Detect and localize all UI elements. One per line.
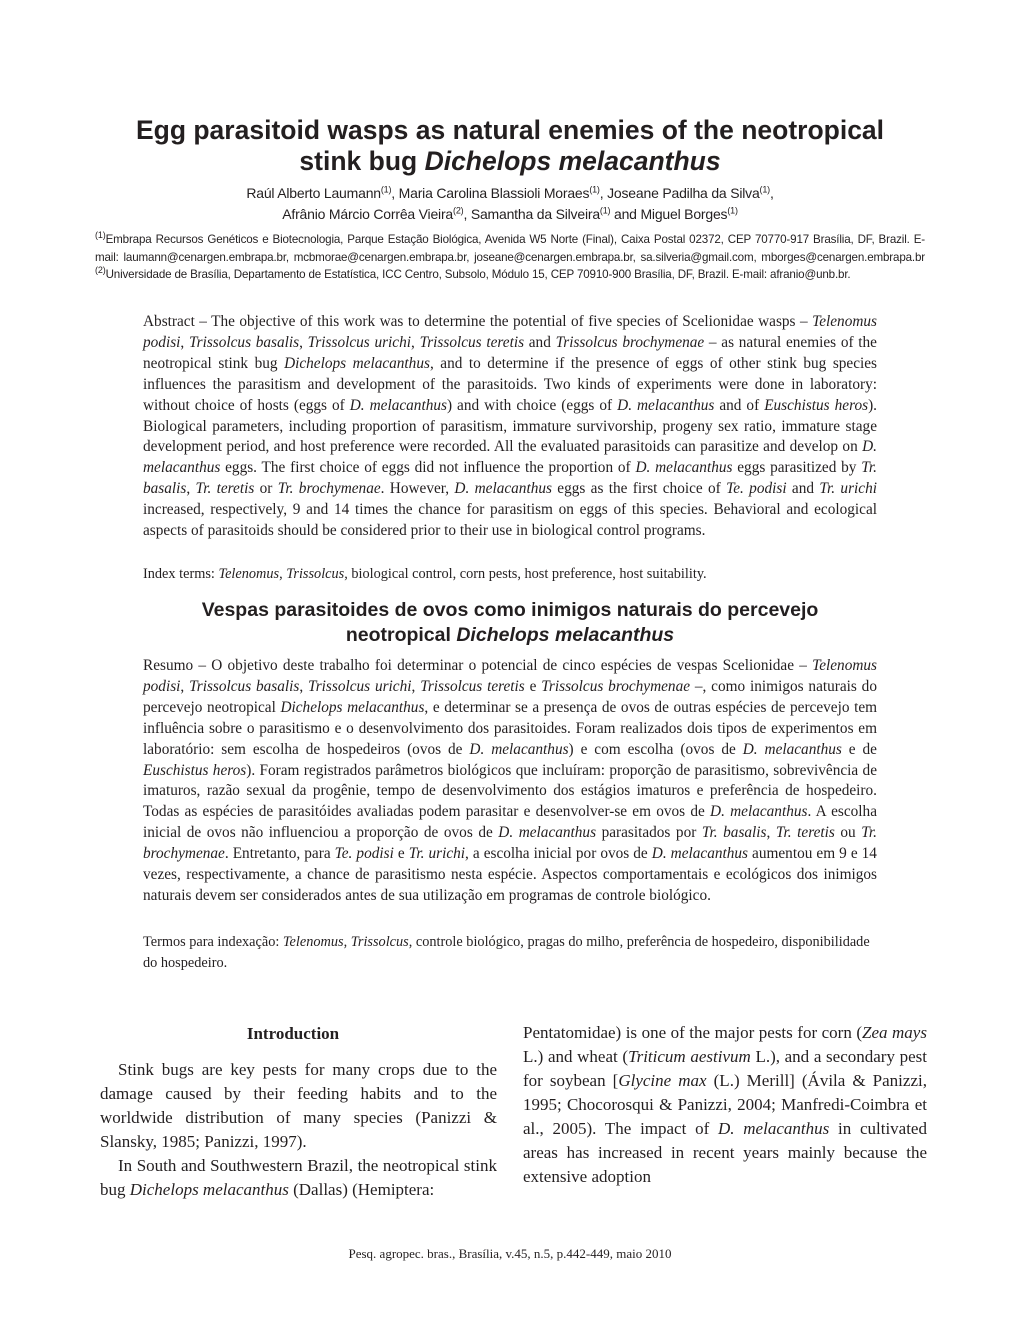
title-line-1: Egg parasitoid wasps as natural enemies of the neotropical bbox=[135, 115, 885, 145]
text-segment: (L.) Merill] (Ávila & Panizzi, 1995; Chocorosqui & Panizzi, 2004; Manfredi-Coimbra et al., 2005). The impact of bbox=[523, 1071, 927, 1138]
italic-term: D. melacanthus bbox=[454, 480, 552, 498]
text-segment: e bbox=[393, 845, 409, 863]
affil-sup: (1) bbox=[95, 230, 106, 241]
author-affil-ref: (1) bbox=[380, 184, 392, 195]
italic-term: Tr. urichi bbox=[408, 845, 466, 863]
pt-title-line-2 bbox=[100, 623, 920, 648]
text-segment: , bbox=[411, 677, 421, 695]
text-segment: (Dallas) (Hemiptera: bbox=[288, 1180, 435, 1199]
italic-term: Dichelops melacanthus bbox=[280, 698, 425, 716]
italic-term: Trissolcus bbox=[286, 566, 345, 582]
text-segment: e bbox=[524, 677, 542, 695]
italic-term: Trissolcus bbox=[350, 934, 409, 950]
text-segment: L.) and wheat ( bbox=[523, 1047, 629, 1066]
text-segment: , bbox=[180, 677, 190, 695]
text-segment: and bbox=[786, 480, 820, 498]
author-affil-ref: (2) bbox=[453, 205, 464, 216]
text-segment: , bbox=[186, 480, 196, 498]
author-separator: , bbox=[599, 185, 608, 201]
italic-term: D. melacanthus bbox=[143, 438, 877, 477]
affiliation-1: Embrapa Recursos Genéticos e Biotecnologia, Parque Estação Biológica, Avenida W5 Norte (Final), Caixa Postal 02372, CEP 70770-917 Brasília, DF, Brazil. E-mail: laumann@cenargen.embrapa.br, mcbmorae@cenargen.embrapa.br, joseane@cenargen.embrapa.br, sa.silveria@gmail.com, mborges@cenargen.embrapa.br bbox=[95, 233, 925, 264]
text-segment: In South and Southwestern Brazil, the neotropical stink bug bbox=[100, 1156, 497, 1199]
text-segment: ). Foram registrados parâmetros biológicos que incluíram: proporção de parasitismo, sobrevivência de imaturos, razão sexual da progênie, tempo de desenvolvimento dos estágios imaturos e preferência de hospedeiro. Todas as espécies de parasitóides avaliadas podem parasitar e desenvolver-se em ovos de bbox=[143, 761, 877, 821]
italic-term: Glycine max bbox=[618, 1071, 707, 1090]
paragraph bbox=[100, 1058, 497, 1154]
index-terms bbox=[143, 564, 877, 585]
text-segment: e de bbox=[841, 740, 877, 758]
italic-term: D. melacanthus bbox=[498, 824, 597, 842]
italic-term: D. melacanthus bbox=[349, 396, 447, 414]
italic-term: D. melacanthus bbox=[635, 459, 733, 477]
author-name: Maria Carolina Blassioli Moraes bbox=[398, 185, 590, 201]
text-segment: . Entretanto, para bbox=[224, 845, 335, 863]
text-segment: ). Biological parameters, including proportion of parasitism, immature survivorship, progeny sex ratio, immature stage development period, and host preference were recorded. All the evaluated parasitoids can parasitize and develop on bbox=[143, 396, 877, 456]
italic-term: D. melacanthus bbox=[469, 740, 569, 758]
text-segment: . However, bbox=[380, 480, 455, 498]
author-affil-ref: (1) bbox=[599, 205, 611, 216]
text-segment: Abstract – The objective of this work was to determine the potential of five species of Scelionidae wasps – bbox=[143, 313, 813, 330]
author-name: Raúl Alberto Laumann bbox=[246, 185, 381, 201]
italic-term: Telenomus bbox=[218, 566, 280, 582]
author-affil-ref: (1) bbox=[759, 184, 770, 195]
text-segment: aumentou em 9 e 14 vezes, respectivamente, a chance de parasitismo nesta espécie. Aspectos comportamentais e ecológicos dos inimigos naturais devem ser considerados antes de sua utilização em programas de controle biológico. bbox=[143, 845, 877, 904]
author-name: Joseane Padilha da Silva bbox=[607, 185, 760, 201]
text-segment: , and to determine if the presence of eggs of other stink bug species influences the parasitism and development of the parasitoids. Two kinds of experiments were done in laboratory: without choice of hosts (eggs of bbox=[143, 354, 877, 414]
italic-term: Tr. brochymenae bbox=[143, 824, 877, 863]
italic-term: Telenomus podisi bbox=[143, 657, 877, 695]
author-separator: , bbox=[769, 185, 774, 201]
author-separator: , bbox=[391, 185, 399, 201]
text-segment: Termos para indexação: bbox=[143, 934, 283, 950]
italic-term: Trissolcus brochymenae bbox=[541, 677, 691, 695]
italic-term: Dichelops melacanthus bbox=[284, 354, 430, 372]
text-segment: eggs parasitized by bbox=[732, 459, 862, 477]
italic-term: Dichelops melacanthus bbox=[129, 1180, 289, 1199]
italic-term: D. melacanthus bbox=[718, 1119, 830, 1138]
text-segment: – as natural enemies of the neotropical stink bug bbox=[143, 333, 877, 372]
italic-term: Tr. basalis bbox=[143, 459, 877, 498]
text-segment: increased, respectively, 9 and 14 times the chance for parasitism on eggs of this species. Behavioral and ecological aspects of parasitoids should be considered prior to their use in biological control programs. bbox=[143, 501, 877, 540]
text-segment: Index terms: bbox=[143, 566, 219, 582]
text-segment: , e determinar se a presença de ovos de outras espécies de percevejo tem influência sobre o parasitismo e o desenvolvimento dos parasitoides. Foram realizados dois tipos de experimentos em laboratório: sem escolha de hospedeiros (ovos de bbox=[143, 698, 878, 758]
italic-term: Zea mays bbox=[862, 1023, 927, 1042]
italic-term: Tr. basalis bbox=[701, 824, 767, 842]
author-name: Afrânio Márcio Corrêa Vieira bbox=[282, 206, 454, 222]
text-segment: , bbox=[299, 333, 308, 351]
text-segment: Pentatomidae) is one of the major pests for corn ( bbox=[523, 1023, 863, 1042]
italic-term: D. melacanthus bbox=[742, 740, 842, 758]
resumo bbox=[143, 656, 877, 907]
left-column bbox=[100, 1058, 497, 1202]
italic-term: D. melacanthus bbox=[617, 396, 715, 414]
text-segment: ou bbox=[834, 824, 862, 842]
italic-term: Trissolcus basalis bbox=[189, 677, 300, 695]
text-segment: L.), and a secondary pest for soybean [ bbox=[523, 1047, 927, 1090]
text-segment: ) e com escolha (ovos de bbox=[568, 740, 743, 758]
text-segment: ) and with choice (eggs of bbox=[446, 396, 618, 414]
paragraph bbox=[100, 1154, 497, 1202]
italic-term: Tr. teretis bbox=[195, 480, 255, 498]
italic-term: Te. podisi bbox=[726, 480, 787, 498]
right-column bbox=[523, 1021, 927, 1189]
italic-term: Trissolcus brochymenae bbox=[555, 333, 705, 351]
italic-term: Te. podisi bbox=[334, 845, 394, 863]
text-segment: Stink bugs are key pests for many crops due to the damage caused by their feeding habits and to the worldwide distribution of many species (Panizzi & Slansky, 1985; Panizzi, 1997). bbox=[100, 1060, 497, 1151]
pt-title-line-1: Vespas parasitoides de ovos como inimigos naturais do percevejo bbox=[201, 599, 819, 621]
author-affil-ref: (1) bbox=[727, 205, 738, 216]
text-segment: and of bbox=[714, 396, 765, 414]
affil-sup: (2) bbox=[95, 265, 106, 276]
text-segment: parasitados por bbox=[596, 824, 702, 842]
author-separator: and bbox=[610, 206, 641, 222]
text-segment: , bbox=[766, 824, 776, 842]
text-segment: eggs. The first choice of eggs did not influence the proportion of bbox=[220, 459, 636, 477]
termos-indexacao bbox=[143, 932, 877, 974]
author-list bbox=[100, 183, 920, 225]
title-line-2 bbox=[100, 146, 920, 177]
text-segment: Resumo – O objetivo deste trabalho foi determinar o potencial de cinco espécies de vespas Scelionidae – bbox=[143, 657, 813, 674]
italic-term: Trissolcus teretis bbox=[420, 677, 525, 695]
pt-title-text: neotropical bbox=[345, 624, 457, 646]
text-segment: , biological control, corn pests, host preference, host suitability. bbox=[344, 566, 707, 582]
text-segment: eggs as the first choice of bbox=[551, 480, 727, 498]
text-segment: –, como inimigos naturais do percevejo neotropical bbox=[143, 677, 877, 716]
italic-term: Tr. urichi bbox=[819, 480, 877, 498]
text-segment: , bbox=[411, 333, 420, 351]
affiliations bbox=[95, 231, 925, 284]
italic-term: Tr. brochymenae bbox=[277, 480, 381, 498]
italic-term: Tr. teretis bbox=[775, 824, 835, 842]
italic-term: Telenomus bbox=[282, 934, 344, 950]
title-species: Dichelops melacanthus bbox=[424, 146, 721, 176]
title-text: stink bug bbox=[299, 146, 425, 176]
author-affil-ref: (1) bbox=[589, 184, 600, 195]
text-segment: , a escolha inicial por ovos de bbox=[465, 845, 652, 863]
author-name: Samantha da Silveira bbox=[470, 206, 600, 222]
introduction-heading: Introduction bbox=[246, 1024, 340, 1043]
author-name: Miguel Borges bbox=[640, 206, 728, 222]
text-segment: , bbox=[180, 333, 189, 351]
affiliation-2: Universidade de Brasília, Departamento de Estatística, ICC Centro, Subsolo, Módulo 15, CEP 70910-900 Brasília, DF, Brazil. E-mail: afranio@unb.br. bbox=[105, 268, 851, 281]
text-segment: in cultivated areas has increased in recent years mainly because the extensive adoption bbox=[523, 1119, 927, 1186]
article-title bbox=[100, 115, 920, 177]
italic-term: Euschistus heros bbox=[764, 396, 869, 414]
text-segment: and bbox=[524, 333, 556, 351]
italic-term: Triticum aestivum bbox=[628, 1047, 751, 1066]
portuguese-title bbox=[100, 598, 920, 648]
abstract bbox=[143, 312, 877, 542]
italic-term: Trissolcus basalis bbox=[188, 333, 300, 351]
pt-title-species: Dichelops melacanthus bbox=[456, 624, 675, 646]
italic-term: Trissolcus urichi bbox=[307, 333, 411, 351]
journal-footer: Pesq. agropec. bras., Brasília, v.45, n.5, p.442-449, maio 2010 bbox=[348, 1246, 672, 1261]
text-segment: or bbox=[254, 480, 278, 498]
italic-term: Euschistus heros bbox=[143, 761, 247, 779]
italic-term: Trissolcus teretis bbox=[419, 333, 525, 351]
text-segment: , bbox=[279, 566, 287, 582]
italic-term: Trissolcus urichi bbox=[308, 677, 412, 695]
italic-term: D. melacanthus bbox=[710, 803, 808, 821]
italic-term: Telenomus podisi bbox=[143, 313, 877, 351]
text-segment: , bbox=[343, 934, 351, 950]
italic-term: D. melacanthus bbox=[651, 845, 748, 863]
paragraph bbox=[523, 1021, 927, 1189]
text-segment: , bbox=[299, 677, 309, 695]
text-segment: , controle biológico, pragas do milho, preferência de hospedeiro, disponibilidade do hospedeiro. bbox=[143, 934, 870, 971]
text-segment: . A escolha inicial de ovos não influenciou a proporção de ovos de bbox=[143, 803, 877, 842]
author-separator: , bbox=[463, 206, 471, 222]
